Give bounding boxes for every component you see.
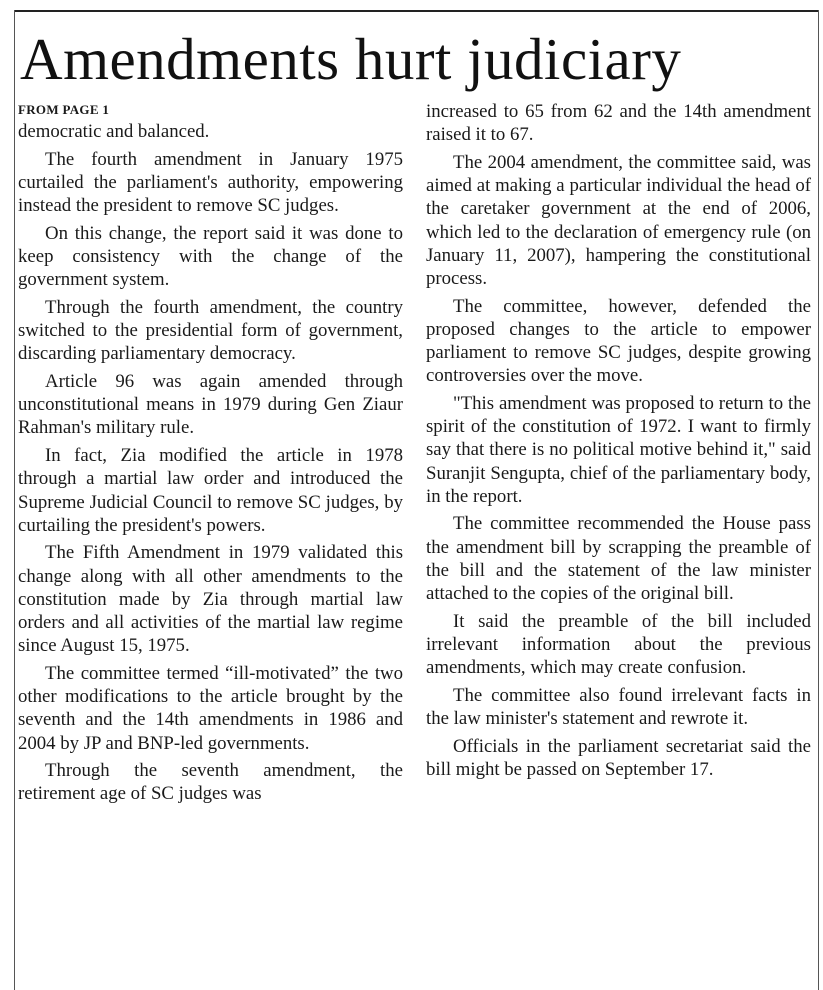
paragraph: On this change, the report said it was done to keep consistency with the change of the government system. (18, 222, 403, 291)
right-border-rule (818, 10, 819, 990)
paragraph: increased to 65 from 62 and the 14th amendment raised it to 67. (426, 101, 811, 146)
paragraph: The committee, however, defended the proposed changes to the article to empower parliament to remove SC judges, despite growing controversies over the move. (426, 295, 811, 387)
paragraph: The 2004 amendment, the committee said, was aimed at making a particular individual the head of the caretaker government at the end of 2006, which led to the declaration of emergency rule (on January 11, 2007), hampering the constitutional process. (426, 151, 811, 289)
kicker-from-page: FROM PAGE 1 (18, 102, 110, 117)
paragraph: The committee recommended the House pass the amendment bill by scrapping the preamble of the bill and the statement of the law minister attached to the copies of the original bill. (426, 513, 811, 605)
paragraph: The committee also found irrelevant facts in the law minister's statement and rewrote it. (426, 684, 811, 730)
paragraph: Article 96 was again amended through unconstitutional means in 1979 during Gen Ziaur Rahman's military rule. (18, 371, 403, 439)
paragraph: Through the fourth amendment, the country switched to the presidential form of government, discarding parliamentary democracy. (18, 296, 403, 365)
headline: Amendments hurt judiciary (20, 26, 682, 92)
paragraph: democratic and balanced. (18, 121, 210, 142)
top-border-rule (14, 10, 818, 12)
paragraph: It said the preamble of the bill included irrelevant information about the previous amendments, which may create confusion. (426, 610, 811, 679)
article-column-left (18, 100, 403, 810)
paragraph: "This amendment was proposed to return to the spirit of the constitution of 1972. I want to firmly say that there is no political motive behind it," said Suranjit Sengupta, chief of the parliamentary body, in the report. (426, 392, 811, 507)
left-border-rule (14, 10, 15, 990)
paragraph: Officials in the parliament secretariat said the bill might be passed on September 17. (426, 735, 811, 780)
paragraph: The committee termed “ill-motivated” the two other modifications to the article brought by the seventh and the 14th amendments in 1986 and 2004 by JP and BNP-led governments. (18, 662, 403, 754)
paragraph: Through the seventh amendment, the retirement age of SC judges was (18, 760, 403, 805)
paragraph: The Fifth Amendment in 1979 validated this change along with all other amendments to the constitution made by Zia through martial law orders and all activities of the martial law regime since August 15, 1975. (18, 542, 403, 657)
article-column-right (426, 100, 811, 786)
paragraph: The fourth amendment in January 1975 curtailed the parliament's authority, empowering instead the president to remove SC judges. (18, 148, 403, 217)
paragraph: In fact, Zia modified the article in 1978 through a martial law order and introduced the Supreme Judicial Council to remove SC judges, by curtailing the president's powers. (18, 445, 403, 536)
